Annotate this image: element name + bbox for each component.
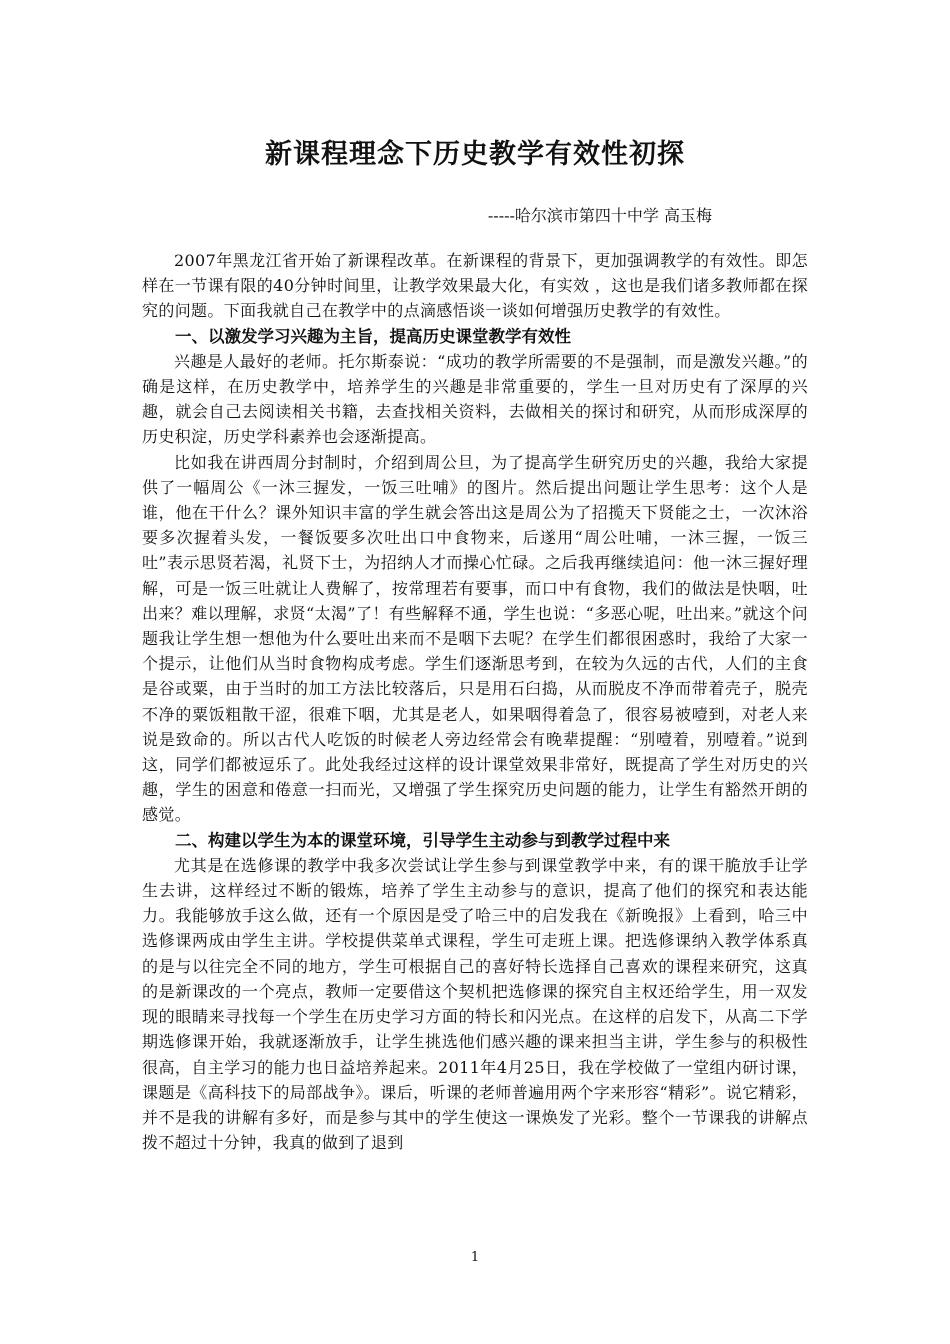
paragraph-example: 比如我在讲西周分封制时，介绍到周公旦，为了提高学生研究历史的兴趣，我给大家提供了一幅周公《一沐三握发，一饭三吐哺》的图片。然后提出问题让学生思考：这个人是谁，他在干什么？课外知识丰富的学生就会答出这是周公为了招揽天下贤能之士，一次沐浴要多次握着头发，一餐饭要多次吐出口中食物来，后遂用“周公吐哺，一沐三握，一饭三吐”表示思贤若渴，礼贤下士，为招纳人才而操心忙碌。之后我再继续追问：他一沐三握好理解，可是一饭三吐就让人费解了，按常理若有要事，而口中有食物，我们的做法是快咽，吐出来？难以理解，求贤“太渴”了！有些解释不通，学生也说：“多恶心呢，吐出来。”就这个问题我让学生想一想他为什么要吐出来而不是咽下去呢？在学生们都很困惑时，我给了大家一个提示，让他们从当时食物构成考虑。学生们逐渐思考到，在较为久远的古代，人们的主食是谷或粟，由于当时的加工方法比较落后，只是用石臼捣，从而脱皮不净而带着壳子，脱壳不净的粟饭粗散干涩，很难下咽，尤其是老人，如果咽得着急了，很容易被噎到，对老人来说是致命的。所以古代人吃饭的时候老人旁边经常会有晚辈提醒：“别噎着，别噎着。”说到这，同学们都被逗乐了。此处我经过这样的设计课堂效果非常好，既提高了学生对历史的兴趣，学生的困意和倦意一扫而光，又增强了学生探究历史问题的能力，让学生有豁然开朗的感觉。 [142, 452, 808, 825]
paragraph-elective: 尤其是在选修课的教学中我多次尝试让学生参与到课堂教学中来，有的课干脆放手让学生去讲，这样经过不断的锻炼，培养了学生主动参与的意识，提高了他们的探究和表达能力。我能够放手这么做，还有一个原因是受了哈三中的启发我在《新晚报》上看到，哈三中选修课两成由学生主讲。学校提供菜单式课程，学生可走班上课。把选修课纳入教学体系真的是与以往完全不同的地方，学生可根据自己的喜好特长选择自己喜欢的课程来研究，这真的是新课改的一个亮点，教师一定要借这个契机把选修课的探究自主权还给学生，用一双发现的眼睛来寻找每一个学生在历史学习方面的特长和闪光点。在这样的启发下，从高二下学期选修课开始，我就逐渐放手，让学生挑选他们感兴趣的课来担当主讲，学生参与的积极性很高，自主学习的能力也日益培养起来。2011年4月25日，我在学校做了一堂组内研讨课，课题是《高科技下的局部战争》。课后，听课的老师普遍用两个字来形容“精彩”。说它精彩，并不是我的讲解有多好，而是参与其中的学生使这一课焕发了光彩。整个一节课我的讲解点拨不超过十分钟，我真的做到了退到 [142, 855, 808, 1153]
paragraph-intro: 2007年黑龙江省开始了新课程改革。在新课程的背景下，更加强调教学的有效性。即怎样在一节课有限的40分钟时间里，让教学效果最大化，有实效 ，这也是我们诸多教师都在探究的问题。下面我就自己在教学中的点滴感悟谈一谈如何增强历史教学的有效性。 [142, 251, 808, 321]
section-heading-2: 二、构建以学生为本的课堂环境，引导学生主动参与到教学过程中来 [175, 830, 670, 850]
paragraph-interest: 兴趣是人最好的老师。托尔斯泰说：“成功的教学所需要的不是强制，而是激发兴趣。”的确是这样，在历史教学中，培养学生的兴趣是非常重要的，学生一旦对历史有了深厚的兴趣，就会自己去阅读相关书籍，去查找相关资料，去做相关的探讨和研究，从而形成深厚的历史积淀，历史学科素养也会逐渐提高。 [142, 351, 808, 447]
document-title: 新课程理念下历史教学有效性初探 [265, 139, 685, 170]
document-body [142, 248, 808, 1155]
page-number: 1 [470, 1250, 480, 1265]
document-page [142, 0, 808, 1344]
section-heading-1: 一、以激发学习兴趣为主旨，提高历史课堂教学有效性 [175, 326, 571, 346]
author-line: -----哈尔滨市第四十中学 高玉梅 [487, 206, 712, 225]
